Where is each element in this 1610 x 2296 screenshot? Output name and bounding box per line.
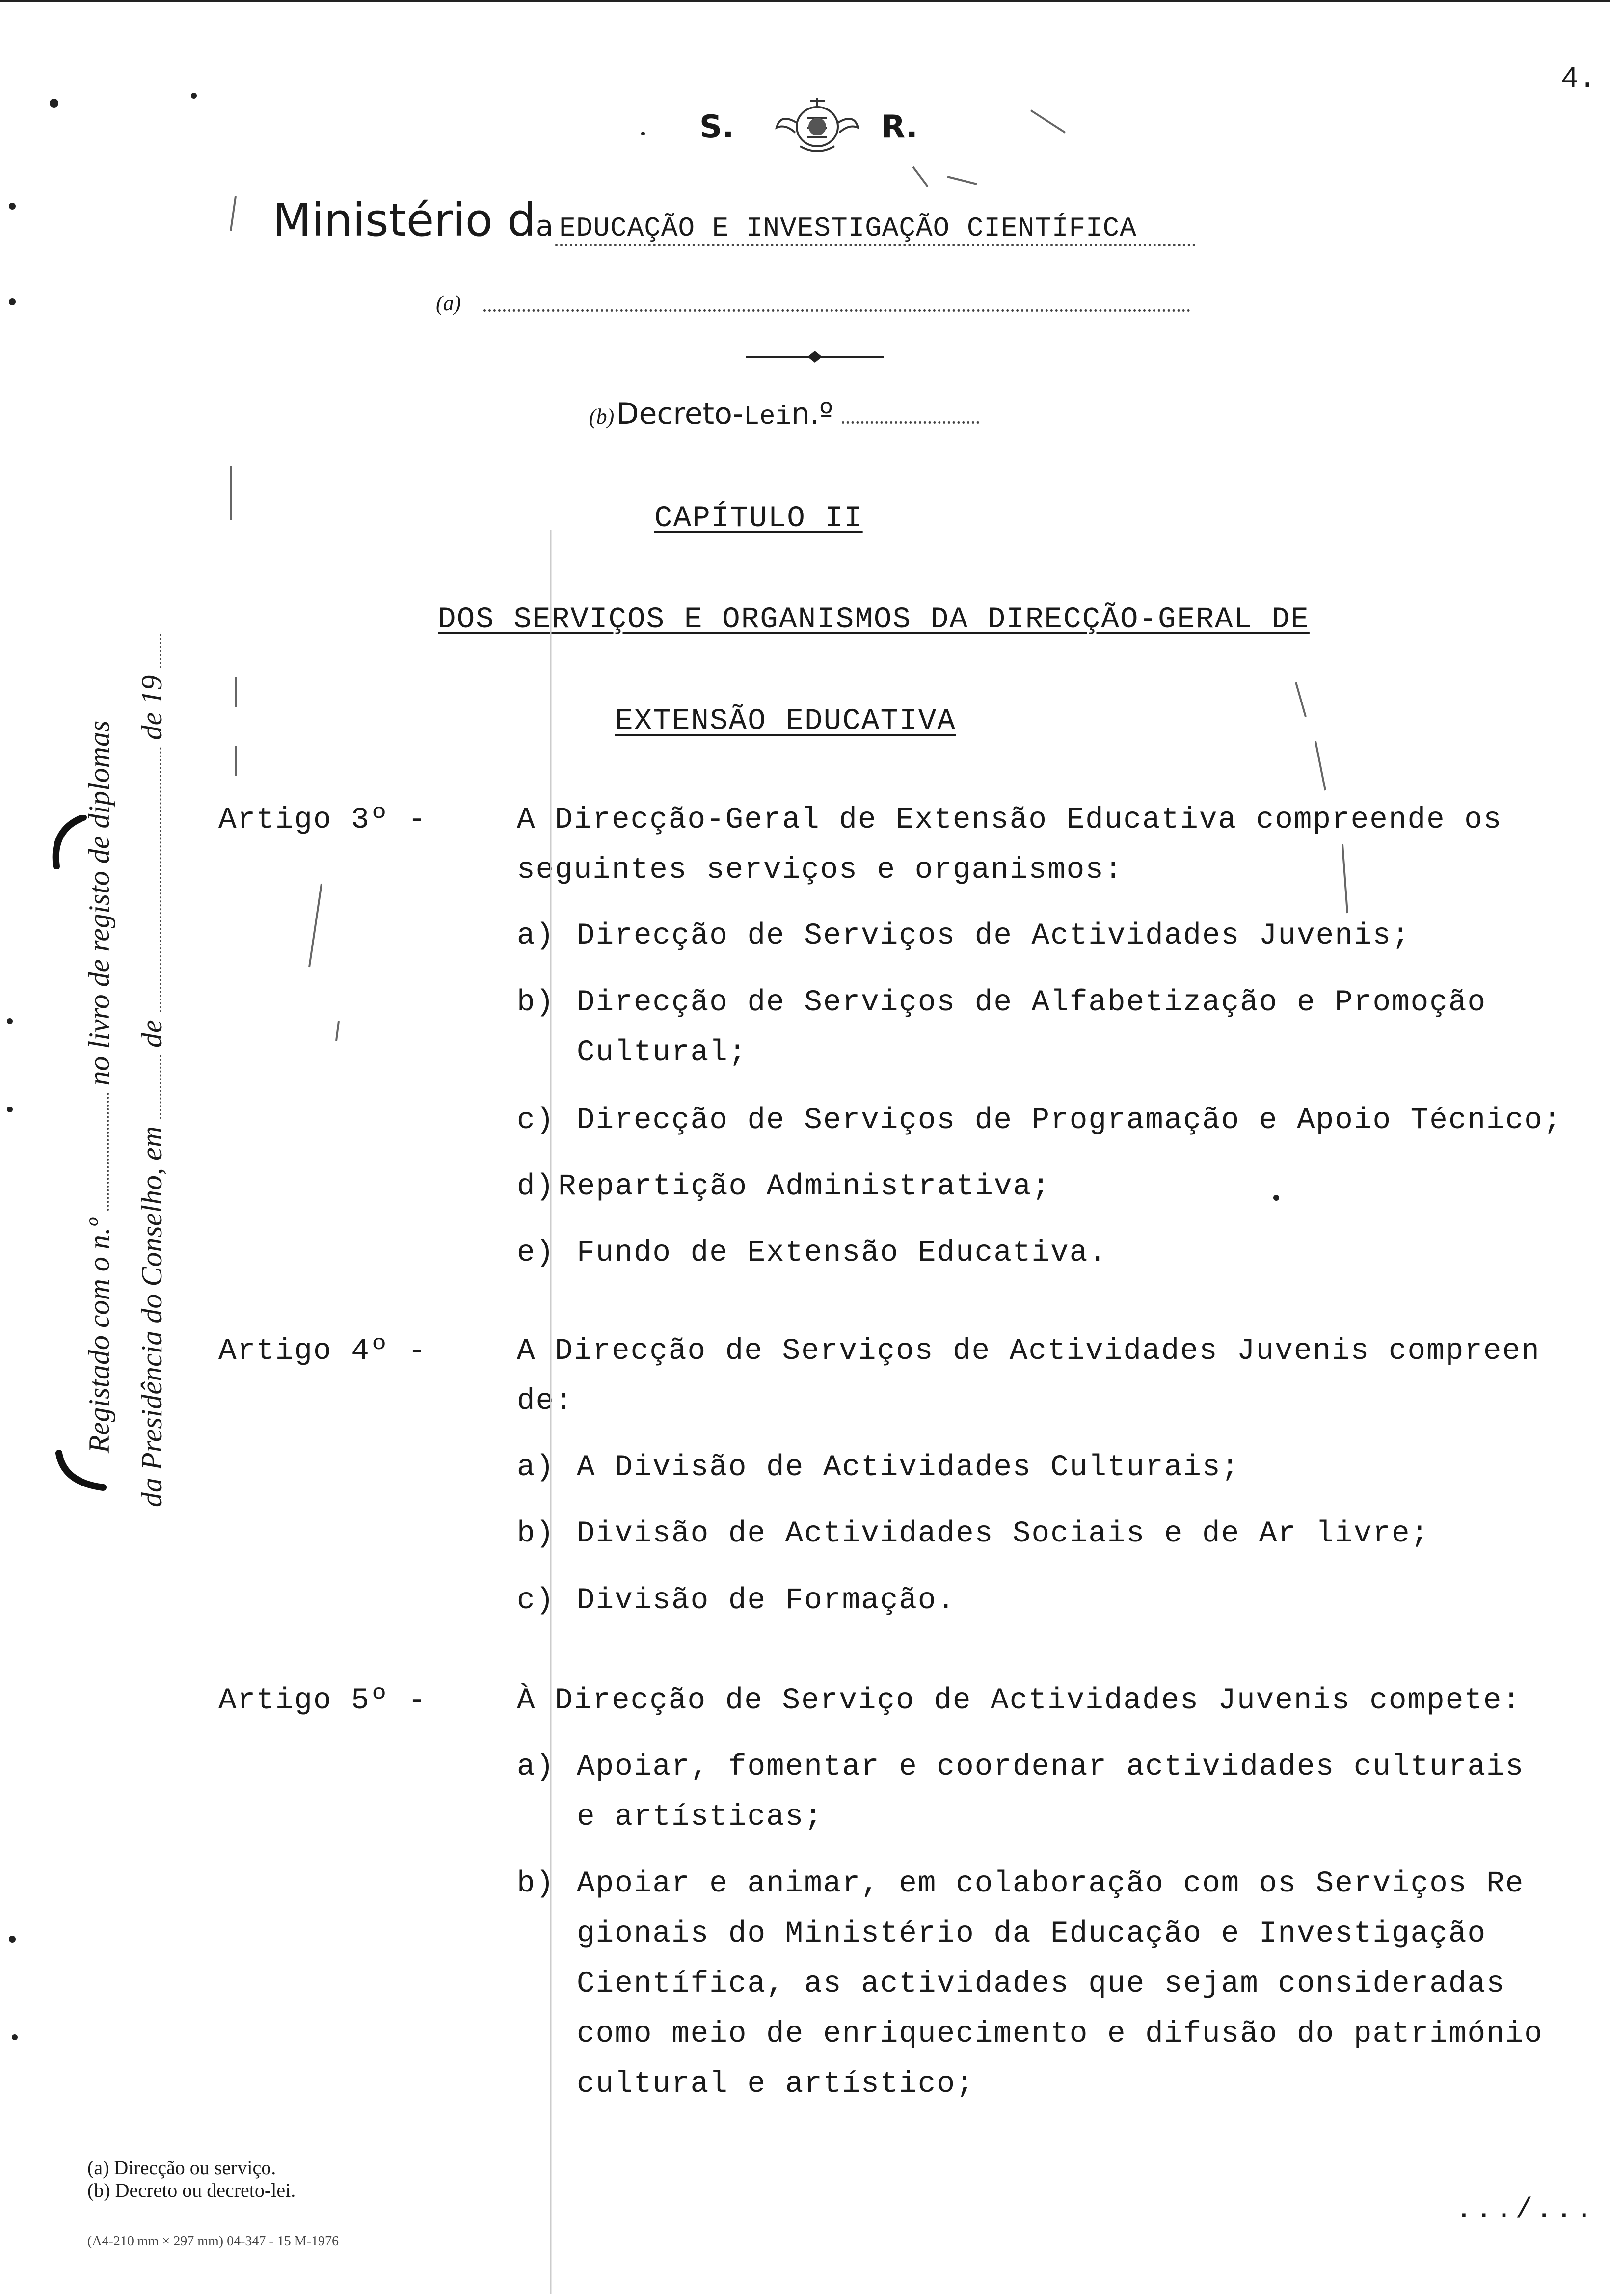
article-5-item-b-text-line4: como meio de enriquecimento e difusão do património [577,2017,1543,2051]
article-3-item-a-text: Direcção de Serviços de Actividades Juvenis; [577,919,1411,953]
article-4-item-c-letter: c) [517,1584,555,1618]
coat-of-arms-emblem [771,93,864,157]
article-3-item-d-text: Repartição Administrativa; [558,1170,1051,1204]
decree-number-label: n.º [791,397,833,431]
article-5-item-b-text-line1: Apoiar e animar, em colaboração com os Serviços Re [577,1867,1525,1901]
article-3-item-c-letter: c) [517,1104,555,1137]
margin-bracket-mark-upper [49,815,88,869]
margin-registration-line2 [135,634,169,1507]
article-5-item-b-text-line2: gionais do Ministério da Educação e Investigação [577,1917,1487,1951]
form-code: (A4-210 mm × 297 mm) 04-347 - 15 M-1976 [87,2234,339,2249]
margin-bracket-mark [54,1448,108,1492]
article-3-intro-line2: seguintes serviços e organismos: [517,853,1124,887]
article-5-item-a-letter: a) [517,1750,555,1784]
continuation-mark: .../... [1455,2194,1596,2226]
article-5-intro-line1: À Direcção de Serviço de Actividades Juvenis compete: [517,1684,1522,1718]
article-4-item-c-text: Divisão de Formação. [577,1584,956,1618]
margin-number-blank [102,1093,109,1211]
article-3-item-d-letter: d) [517,1170,555,1204]
header-initial-r: R. [881,109,918,145]
ornament-divider [746,350,884,364]
article-4-item-a-text: A Divisão de Actividades Culturais; [577,1451,1240,1485]
article-3-item-e-text: Fundo de Extensão Educativa. [577,1236,1107,1270]
article-3-item-b-text-line1: Direcção de Serviços de Alfabetização e Promoção [577,986,1487,1020]
field-a-label: (a) [436,291,461,315]
header-initial-s: S. [699,109,734,145]
article-4-intro-line2: de: [517,1384,574,1418]
article-3-item-e-letter: e) [517,1236,555,1270]
article-3-item-a-letter: a) [517,919,555,953]
ministry-name: EDUCAÇÃO E INVESTIGAÇÃO CIENTÍFICA [555,213,1196,246]
margin-of-label: de [135,1020,168,1048]
ministry-article-suffix: a [536,209,554,243]
margin-month-blank [155,747,161,1012]
article-3-label: Artigo 3º - [218,803,427,837]
chapter-subtitle-line1: DOS SERVIÇOS E ORGANISMOS DA DIRECÇÃO-GERAL DE [438,603,1310,637]
article-3-intro-line1: A Direcção-Geral de Extensão Educativa compreende os [517,803,1503,837]
article-5-item-b-letter: b) [517,1867,555,1901]
decree-line [589,397,979,432]
chapter-subtitle-line2: EXTENSÃO EDUCATIVA [615,704,956,738]
margin-day-blank [155,1055,161,1119]
decree-label: Decreto- [616,397,744,431]
decree-number-blank [842,416,979,424]
decree-typed-lei: Lei [743,402,791,432]
article-5-label: Artigo 5º - [218,1684,427,1718]
ministry-prefix: Ministério d [272,194,536,246]
field-a-blank [483,304,1190,312]
article-4-item-b-letter: b) [517,1517,555,1551]
article-5-item-a-text-line2: e artísticas; [577,1800,823,1834]
margin-presidency-date: da Presidência do Conselho, em [135,1126,168,1507]
chapter-title: CAPÍTULO II [654,502,863,536]
page-number: 4. [1561,63,1597,96]
top-border [0,0,1610,2]
article-4-item-b-text: Divisão de Actividades Sociais e de Ar livre; [577,1517,1430,1551]
article-3-item-c-text: Direcção de Serviços de Programação e Apoio Técnico; [577,1104,1562,1137]
article-4-label: Artigo 4º - [218,1334,427,1368]
article-5-item-b-text-line3: Científica, as actividades que sejam consideradas [577,1967,1505,2001]
article-5-item-b-text-line5: cultural e artístico; [577,2067,975,2101]
margin-year-label: de 19 [135,675,168,740]
article-3-item-b-letter: b) [517,986,555,1020]
article-4-item-a-letter: a) [517,1451,555,1485]
article-4-intro-line1: A Direcção de Serviços de Actividades Juvenis compreen [517,1334,1540,1368]
margin-in-diploma-book: no livro de registo de diplomas [83,720,115,1086]
footnote-b: (b) Decreto ou decreto-lei. [87,2179,296,2201]
article-3-item-b-text-line2: Cultural; [577,1036,748,1070]
footnote-a: (a) Direcção ou serviço. [87,2157,276,2179]
margin-registered-with-number: Registado com o n.º [83,1218,115,1453]
margin-year-blank [155,634,161,668]
article-5-item-a-text-line1: Apoiar, fomentar e coordenar actividades culturais [577,1750,1525,1784]
ministry-line [272,194,1196,246]
decree-label-b: (b) [589,405,615,429]
